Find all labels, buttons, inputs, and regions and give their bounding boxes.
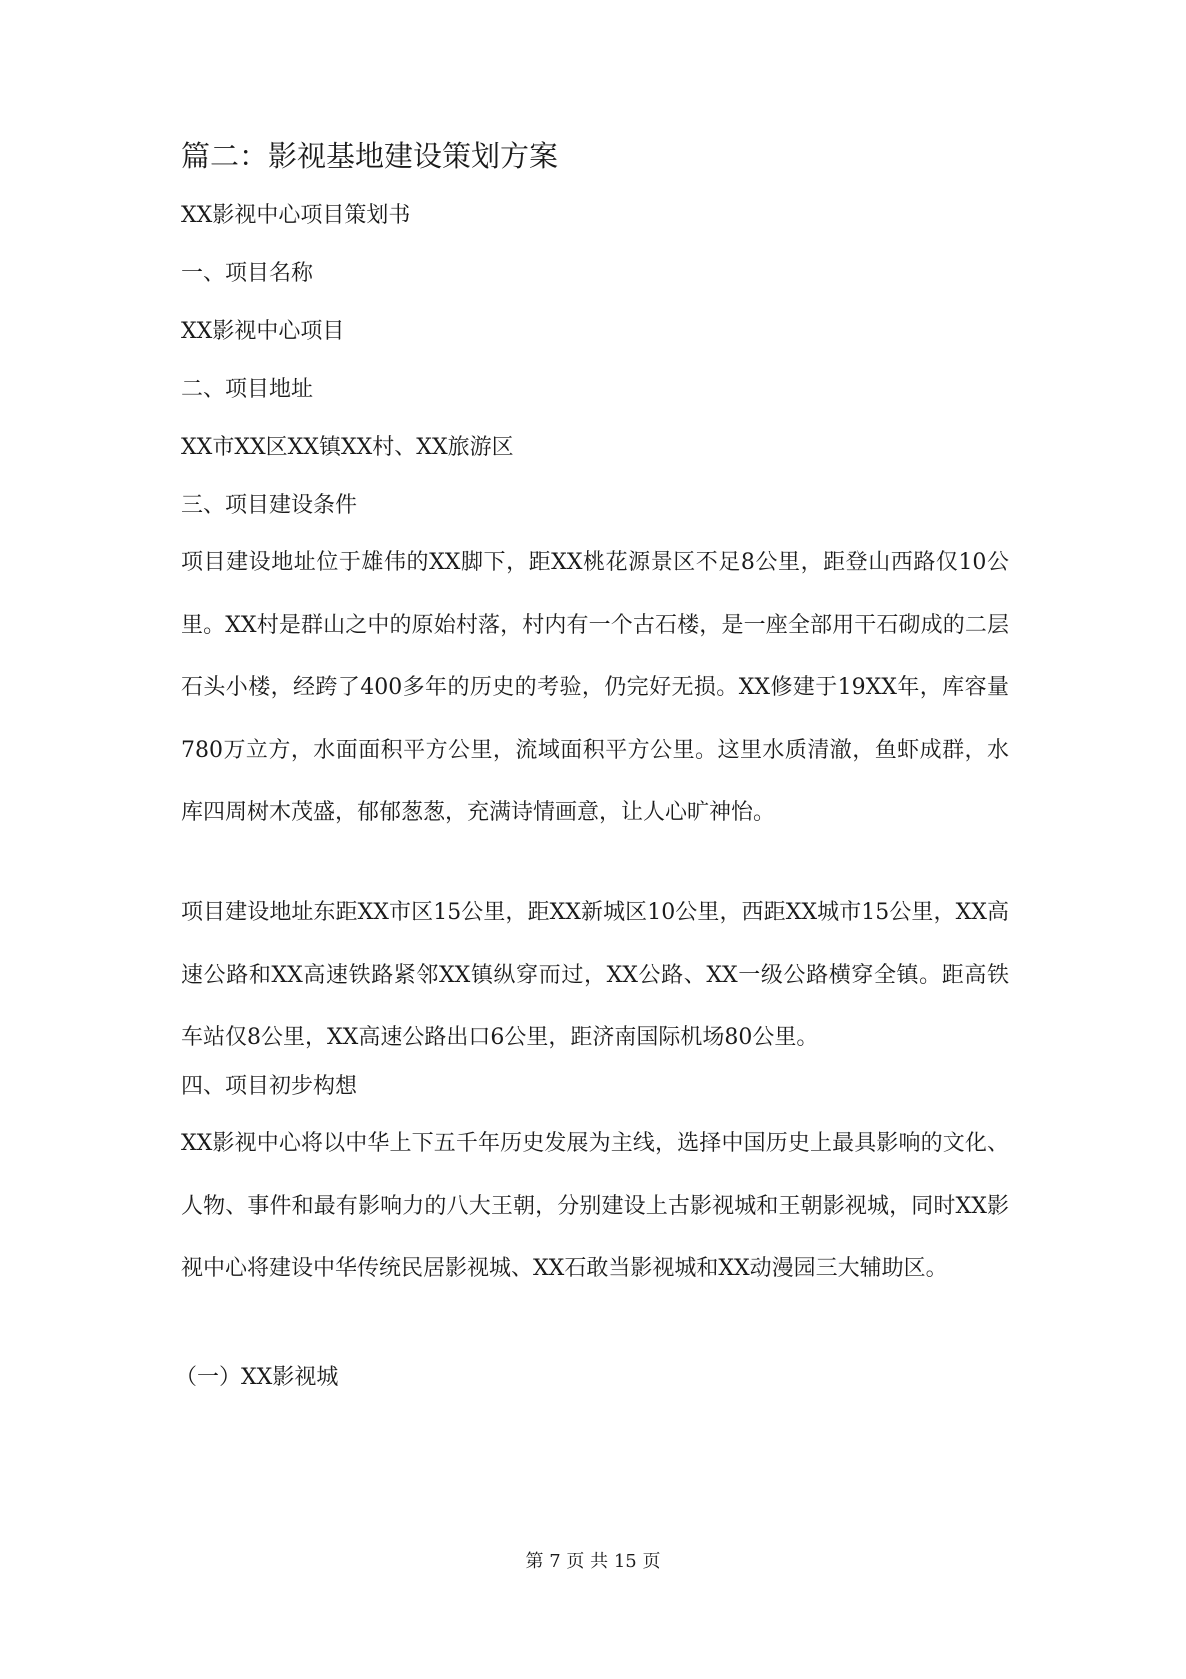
project-name-text: XX影视中心项目 — [181, 319, 345, 344]
subsection-heading-film-city: （一）XX影视城 — [175, 1365, 339, 1390]
section-heading-project-name: 一、项目名称 — [181, 261, 314, 286]
section-heading-construction-conditions: 三、项目建设条件 — [181, 493, 358, 518]
document-title: 篇二：影视基地建设策划方案 — [181, 139, 559, 173]
construction-conditions-paragraph-1: 项目建设地址位于雄伟的XX脚下，距XX桃花源景区不足8公里，距登山西路仅10公里。XX村是群山之中的原始村落，村内有一个古石楼，是一座全部用干石砌成的二层石头小楼，经跨了400多年的历史的考验，仍完好无损。XX修建于19XX年，库容量780万立方，水面面积平方公里，流域面积平方公里。这里水质清澈，鱼虾成群，水库四周树木茂盛，郁郁葱葱，充满诗情画意，让人心旷神怡。 — [181, 550, 1009, 825]
construction-conditions-paragraph-2: 项目建设地址东距XX市区15公里，距XX新城区10公里，西距XX城市15公里，XX高速公路和XX高速铁路紧邻XX镇纵穿而过，XX公路、XX一级公路横穿全镇。距高铁车站仅8公里，XX高速公路出口6公里，距济南国际机场80公里。 — [181, 900, 1009, 1050]
section-heading-project-address: 二、项目地址 — [181, 377, 314, 402]
document-subtitle: XX影视中心项目策划书 — [181, 203, 411, 228]
page-number-footer: 第 7 页 共 15 页 — [525, 1551, 661, 1572]
initial-concept-paragraph-1: XX影视中心将以中华上下五千年历史发展为主线，选择中国历史上最具影响的文化、人物、事件和最有影响力的八大王朝，分别建设上古影视城和王朝影视城，同时XX影视中心将建设中华传统民居影视城、XX石敢当影视城和XX动漫园三大辅助区。 — [181, 1131, 1009, 1281]
section-heading-initial-concept: 四、项目初步构想 — [181, 1074, 358, 1099]
project-address-text: XX市XX区XX镇XX村、XX旅游区 — [181, 435, 514, 460]
